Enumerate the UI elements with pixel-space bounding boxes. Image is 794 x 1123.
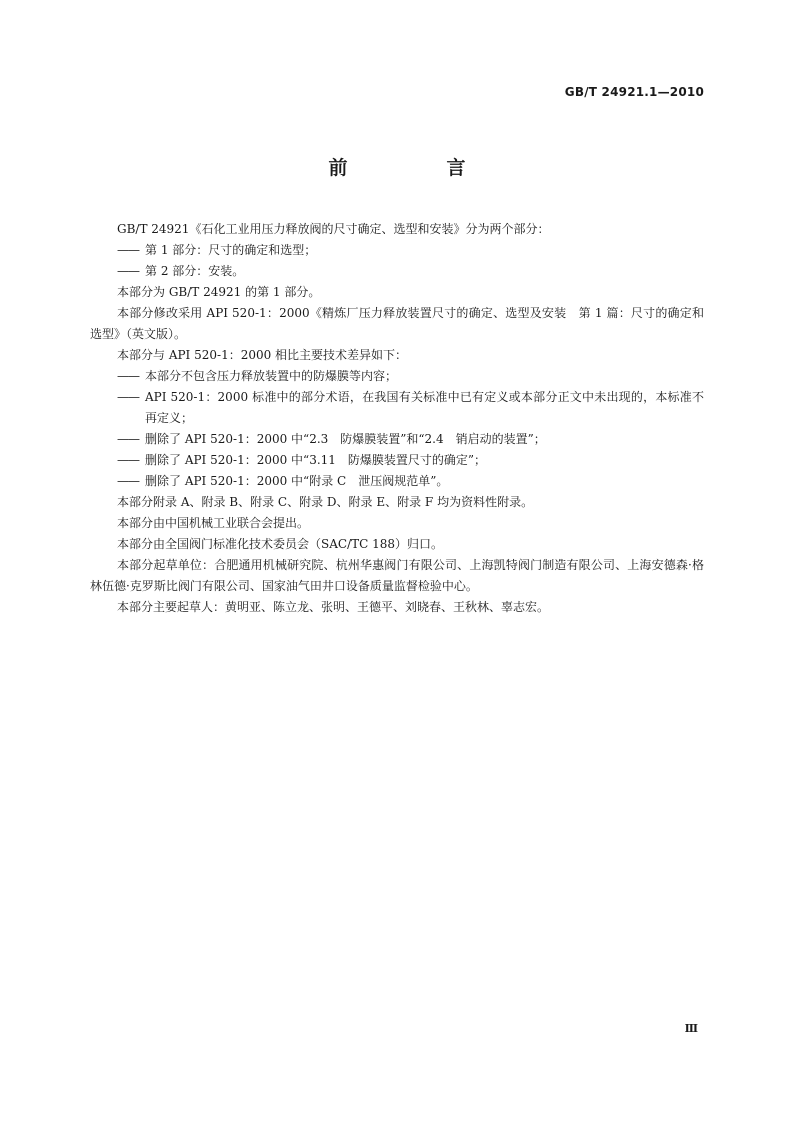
list-item-text: 第 1 部分：尺寸的确定和选型； [145, 243, 317, 257]
dash-marker: —— [117, 432, 139, 446]
dash-marker: —— [117, 474, 139, 488]
list-item [90, 387, 704, 429]
list-item [90, 261, 704, 282]
list-item-text: 删除了 API 520-1：2000 中“2.3 防爆膜装置”和“2.4 销启动的装置”； [145, 432, 546, 446]
paragraph: 本部分主要起草人：黄明亚、陈立龙、张明、王德平、刘晓春、王秋林、辜志宏。 [117, 600, 550, 614]
paragraph: 本部分修改采用 API 520-1：2000《精炼厂压力释放装置尺寸的确定、选型及安装 第 1 篇：尺寸的确定和选型》（英文版）。 [90, 306, 704, 341]
list-item [90, 240, 704, 261]
dash-marker: —— [117, 453, 139, 467]
page-title: 前 言 [328, 157, 506, 179]
paragraph: 本部分与 API 520-1：2000 相比主要技术差异如下： [117, 348, 408, 362]
page-number: Ⅲ [684, 1022, 698, 1035]
list-item-text: 删除了 API 520-1：2000 中“附录 C 泄压阀规范单”。 [145, 474, 449, 488]
paragraph: GB/T 24921《石化工业用压力释放阀的尺寸确定、选型和安装》分为两个部分： [117, 222, 550, 236]
dash-marker: —— [117, 369, 139, 383]
paragraph: 本部分由全国阀门标准化技术委员会（SAC/TC 188）归口。 [117, 537, 444, 551]
list-item [90, 429, 704, 450]
document-body [90, 219, 704, 618]
list-item-text: 第 2 部分：安装。 [145, 264, 245, 278]
list-item [90, 471, 704, 492]
dash-marker: —— [117, 243, 139, 257]
paragraph: 本部分附录 A、附录 B、附录 C、附录 D、附录 E、附录 F 均为资料性附录。 [117, 495, 534, 509]
paragraph: 本部分为 GB/T 24921 的第 1 部分。 [117, 285, 321, 299]
dash-marker: —— [117, 264, 139, 278]
paragraph: 本部分由中国机械工业联合会提出。 [117, 516, 310, 530]
paragraph: 本部分起草单位：合肥通用机械研究院、杭州华惠阀门有限公司、上海凯特阀门制造有限公司、上海安德森·格林伍德·克罗斯比阀门有限公司、国家油气田井口设备质量监督检验中心。 [90, 558, 704, 593]
standard-code: GB/T 24921.1—2010 [564, 85, 704, 99]
list-item [90, 366, 704, 387]
list-item-text: 删除了 API 520-1：2000 中“3.11 防爆膜装置尺寸的确定”； [145, 453, 487, 467]
list-item [90, 450, 704, 471]
list-item-text: 本部分不包含压力释放装置中的防爆膜等内容； [145, 369, 398, 383]
list-item-text: API 520-1：2000 标准中的部分术语，在我国有关标准中已有定义或本部分正文中未出现的，本标准不再定义； [145, 390, 704, 425]
dash-marker: —— [117, 390, 139, 404]
